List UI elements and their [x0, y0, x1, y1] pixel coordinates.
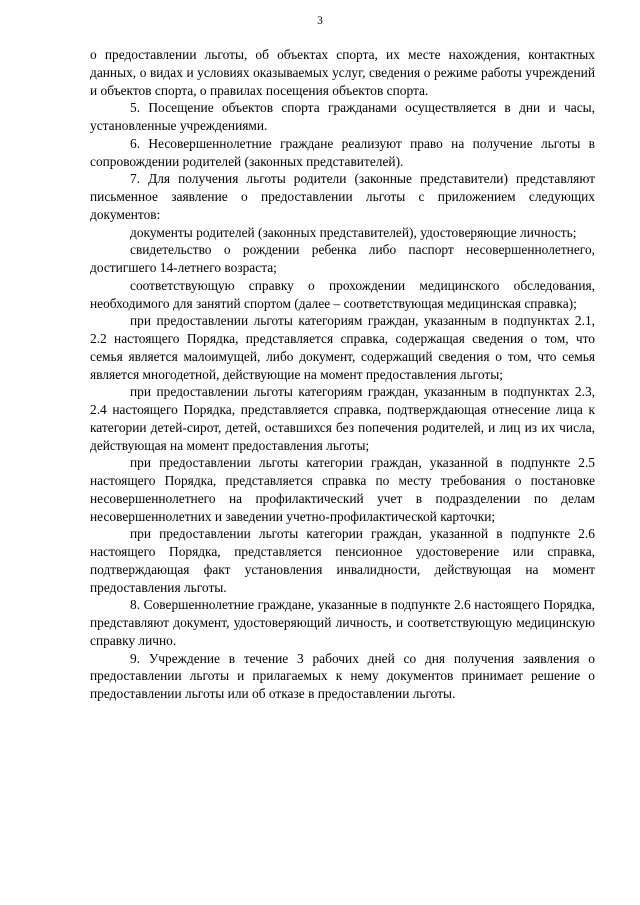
paragraph-doc-subitem-2-6: при предоставлении льготы категории граждан, указанной в подпункте 2.6 настоящего Порядка, представляется пенсионное удостоверение или справка, подтверждающая факт установления инвалидности, действующая на момент предоставления льготы.: [90, 526, 595, 595]
paragraph-item-7: 7. Для получения льготы родители (законные представители) представляют письменное заявление о предоставлении льготы с приложением следующих документов:: [90, 171, 595, 222]
paragraph-doc-subitem-2-5: при предоставлении льготы категории граждан, указанной в подпункте 2.5 настоящего Порядка, представляется справка по месту требования о постановке несовершеннолетнего на профилактический учет в подразделении по делам несовершеннолетних и заведении учетно-профилактической карточки;: [90, 455, 595, 524]
paragraph-doc-parents-id: документы родителей (законных представителей), удостоверяющие личность;: [130, 224, 577, 240]
paragraph-doc-medical-certificate: соответствующую справку о прохождении медицинского обследования, необходимого для занятий спортом (далее – соответствующая медицинская справка);: [90, 277, 595, 311]
paragraph-continuation: о предоставлении льготы, об объектах спорта, их месте нахождения, контактных данных, о видах и условиях оказываемых услуг, сведения о режиме работы учреждений и объектов спорта, о правилах посещения объектов спорта.: [90, 47, 595, 98]
paragraph-item-8: 8. Совершеннолетние граждане, указанные в подпункте 2.6 настоящего Порядка, представляют документ, удостоверяющий личность, и соответствующую медицинскую справку лично.: [90, 597, 595, 648]
paragraph-doc-subitems-2-1-2-2: при предоставлении льготы категориям граждан, указанным в подпунктах 2.1, 2.2 настоящего Порядка, представляется справка, содержащая сведения о том, что семья является малоимущей, либо документ, содержащий сведения о том, что семья является многодетной, действующие на момент предоставления льготы;: [90, 313, 595, 382]
paragraph-item-9: 9. Учреждение в течение 3 рабочих дней со дня получения заявления о предоставлении льготы и прилагаемых к нему документов принимает решение о предоставлении льготы или об отказе в предоставлении льготы.: [90, 650, 595, 701]
page-number: 3: [317, 15, 323, 27]
paragraph-item-5: 5. Посещение объектов спорта гражданами осуществляется в дни и часы, установленные учреждениями.: [90, 100, 595, 133]
paragraph-item-6: 6. Несовершеннолетние граждане реализуют право на получение льготы в сопровождении родителей (законных представителей).: [90, 135, 595, 169]
paragraph-doc-birth-certificate: свидетельство о рождении ребенка либо паспорт несовершеннолетнего, достигшего 14-летнего возраста;: [90, 242, 595, 275]
document-body: [90, 46, 595, 703]
paragraph-doc-subitems-2-3-2-4: при предоставлении льготы категориям граждан, указанным в подпунктах 2.3, 2.4 настоящего Порядка, представляется справка, подтверждающая отнесение лица к категории детей-сирот, детей, оставшихся без попечения родителей, и лиц из их числа, действующая на момент предоставления льготы;: [90, 384, 595, 453]
